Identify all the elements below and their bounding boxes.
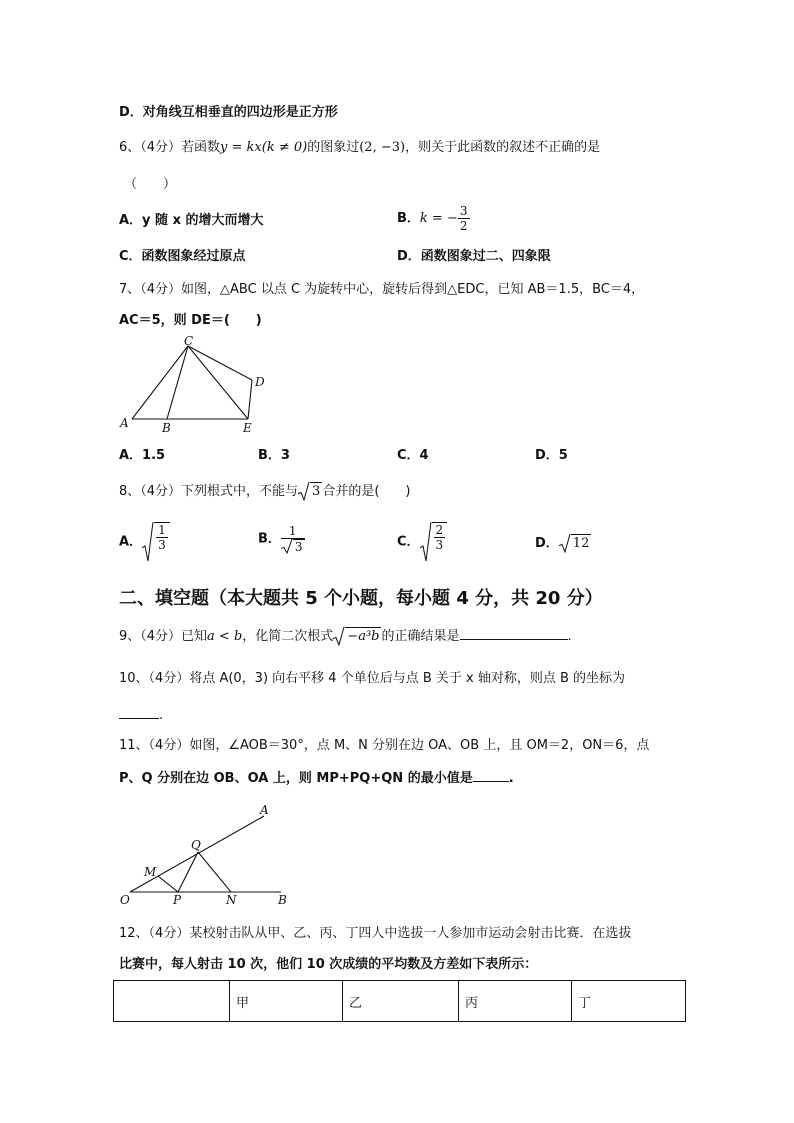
q10-answer-blank[interactable] xyxy=(119,706,159,719)
q6-option-c: C．函数图象经过原点 xyxy=(119,249,246,264)
q6-option-d: D．函数图象过二、四象限 xyxy=(397,249,551,264)
q8-option-d-radical xyxy=(559,534,592,553)
q12-line2: 比赛中，每人射击 10 次，他们 10 次成绩的平均数及方差如下表所示： xyxy=(119,957,538,972)
q11-label-b: B xyxy=(278,893,287,907)
q8-option-a-numerator: 1 xyxy=(158,523,166,537)
q6-stem xyxy=(119,139,600,157)
q9-end: . xyxy=(567,629,572,644)
q6-function: y = kx(k ≠ 0) xyxy=(220,140,308,155)
q8-option-a-fraction xyxy=(154,522,170,552)
table-header-cell: 乙 xyxy=(343,981,459,1022)
q11-end: . xyxy=(508,771,514,786)
q6-option-a: A．y 随 x 的增大而增大 xyxy=(119,213,264,228)
q6-prefix: 6、（4分）若函数 xyxy=(119,140,221,155)
q6-answer-paren: （ ） xyxy=(124,177,177,192)
q8-option-b-fraction xyxy=(281,524,305,554)
q7-label-b: B xyxy=(162,421,171,435)
q7-option-b: B．3 xyxy=(258,448,290,463)
q8-option-d xyxy=(535,534,591,553)
q6-option-b-numerator: 3 xyxy=(459,204,468,218)
q8-option-c-radical xyxy=(420,522,448,562)
q6-option-b-label: B． xyxy=(397,211,420,226)
q8-option-c-label: C． xyxy=(397,534,420,550)
table-header-cell xyxy=(114,981,230,1022)
q11-label-n: N xyxy=(226,893,237,907)
q8-option-d-radicand: 12 xyxy=(572,536,590,551)
q7-label-a: A xyxy=(120,416,129,430)
q7-option-c: C．4 xyxy=(397,448,429,463)
q11-label-a: A xyxy=(260,803,269,817)
q11-label-p: P xyxy=(173,893,182,907)
q8-option-a xyxy=(119,522,170,562)
q7-line-de xyxy=(248,380,252,419)
q9-suffix: 的正确结果是 xyxy=(381,629,460,644)
q7-line-ac xyxy=(132,346,188,419)
radical-sign-icon xyxy=(298,482,310,501)
section-2-title: 二、填空题（本大题共 5 个小题，每小题 4 分，共 20 分） xyxy=(119,588,603,609)
radical-sign-icon xyxy=(281,539,293,554)
q7-label-d: D xyxy=(255,375,265,389)
q7-figure xyxy=(116,334,276,436)
table-header-cell: 丁 xyxy=(572,981,686,1022)
q8-option-a-radical xyxy=(142,522,170,562)
q11-segment-mp xyxy=(158,876,178,892)
q8-stem xyxy=(119,482,410,501)
q7-line-cd xyxy=(188,346,252,380)
q7-option-a: A．1.5 xyxy=(119,448,166,463)
q8-option-b-denominator-radical xyxy=(281,539,305,554)
q9-mid: ，化简二次根式 xyxy=(242,629,334,644)
q9-condition: a < b xyxy=(207,629,243,644)
q7-line2: AC＝5，则 DE＝( ) xyxy=(119,313,262,328)
q8-radicand: 3 xyxy=(312,484,321,499)
q8-option-b-label: B． xyxy=(258,531,281,547)
q7-label-c: C xyxy=(184,334,194,348)
q6-suffix: ，则关于此函数的叙述不正确的是 xyxy=(405,140,601,155)
q8-option-b-denominator: 3 xyxy=(294,540,303,554)
q8-option-c-denominator: 3 xyxy=(435,538,444,552)
q11-answer-blank[interactable] xyxy=(473,769,509,782)
radical-sign-icon xyxy=(420,522,432,562)
q10-line1: 10、（4分）将点 A(0，3) 向右平移 4 个单位后与点 B 关于 x 轴对称，则点 B 的坐标为 xyxy=(119,671,626,686)
q9-answer-blank[interactable] xyxy=(460,627,568,640)
radical-sign-icon xyxy=(142,522,154,562)
q6-option-b-fraction xyxy=(458,204,470,233)
q10-answer-line xyxy=(119,706,163,725)
q8-option-b-numerator: 1 xyxy=(281,524,305,539)
table-row xyxy=(114,981,686,1022)
q7-option-d: D．5 xyxy=(535,448,568,463)
q7-line1: 7、（4分）如图，△ABC 以点 C 为旋转中心，旋转后得到△EDC，已知 AB＝1.5，BC＝4， xyxy=(119,282,645,297)
q8-prefix: 8、（4分）下列根式中，不能与 xyxy=(119,484,299,499)
q8-option-c-fraction xyxy=(432,522,448,552)
q8-option-c xyxy=(397,522,447,562)
radical-sign-icon xyxy=(559,534,571,553)
q9-stem xyxy=(119,627,572,646)
q12-score-table xyxy=(113,980,686,1022)
q11-segment-qn xyxy=(198,852,231,892)
q11-line1: 11、（4分）如图，∠AOB＝30°，点 M、N 分别在边 OA、OB 上，且 OM＝2，ON＝6，点 xyxy=(119,738,650,753)
q9-radical xyxy=(333,627,381,646)
q11-label-q: Q xyxy=(191,838,201,852)
q8-option-a-label: A． xyxy=(119,534,143,550)
q6-option-b-denominator: 2 xyxy=(459,219,468,233)
q8-option-c-numerator: 2 xyxy=(435,523,444,537)
q11-line2-text: P、Q 分别在边 OB、OA 上，则 MP+PQ+QN 的最小值是 xyxy=(119,771,473,786)
q6-mid: 的图象过 xyxy=(307,140,360,155)
q12-line1: 12、（4分）某校射击队从甲、乙、丙、丁四人中选拔一人参加市运动会射击比赛．在选拔 xyxy=(119,926,632,941)
q8-suffix: 合并的是( ) xyxy=(322,484,411,499)
q9-radicand: −a³b xyxy=(347,629,380,644)
q6-point: (2, −3) xyxy=(359,140,406,155)
table-header-cell: 甲 xyxy=(230,981,343,1022)
q7-line-bc xyxy=(167,346,188,419)
table-header-cell: 丙 xyxy=(459,981,572,1022)
q11-label-m: M xyxy=(144,865,157,879)
q11-line2 xyxy=(119,769,514,788)
q11-figure xyxy=(116,800,301,910)
q11-label-o: O xyxy=(120,893,130,907)
q5-option-d: D．对角线互相垂直的四边形是正方形 xyxy=(119,105,338,120)
q7-line-ec xyxy=(188,346,248,419)
q8-option-b xyxy=(258,524,305,554)
q8-radical xyxy=(298,482,322,501)
q8-option-a-denominator: 3 xyxy=(158,538,166,552)
q9-prefix: 9、（4分）已知 xyxy=(119,629,208,644)
q6-option-b xyxy=(397,204,470,233)
q6-option-b-k: k = − xyxy=(419,211,458,226)
q11-segment-pq xyxy=(178,852,198,892)
q7-label-e: E xyxy=(243,421,252,435)
q10-end: . xyxy=(159,708,164,723)
radical-sign-icon xyxy=(333,627,345,646)
q8-option-d-label: D． xyxy=(535,536,559,551)
